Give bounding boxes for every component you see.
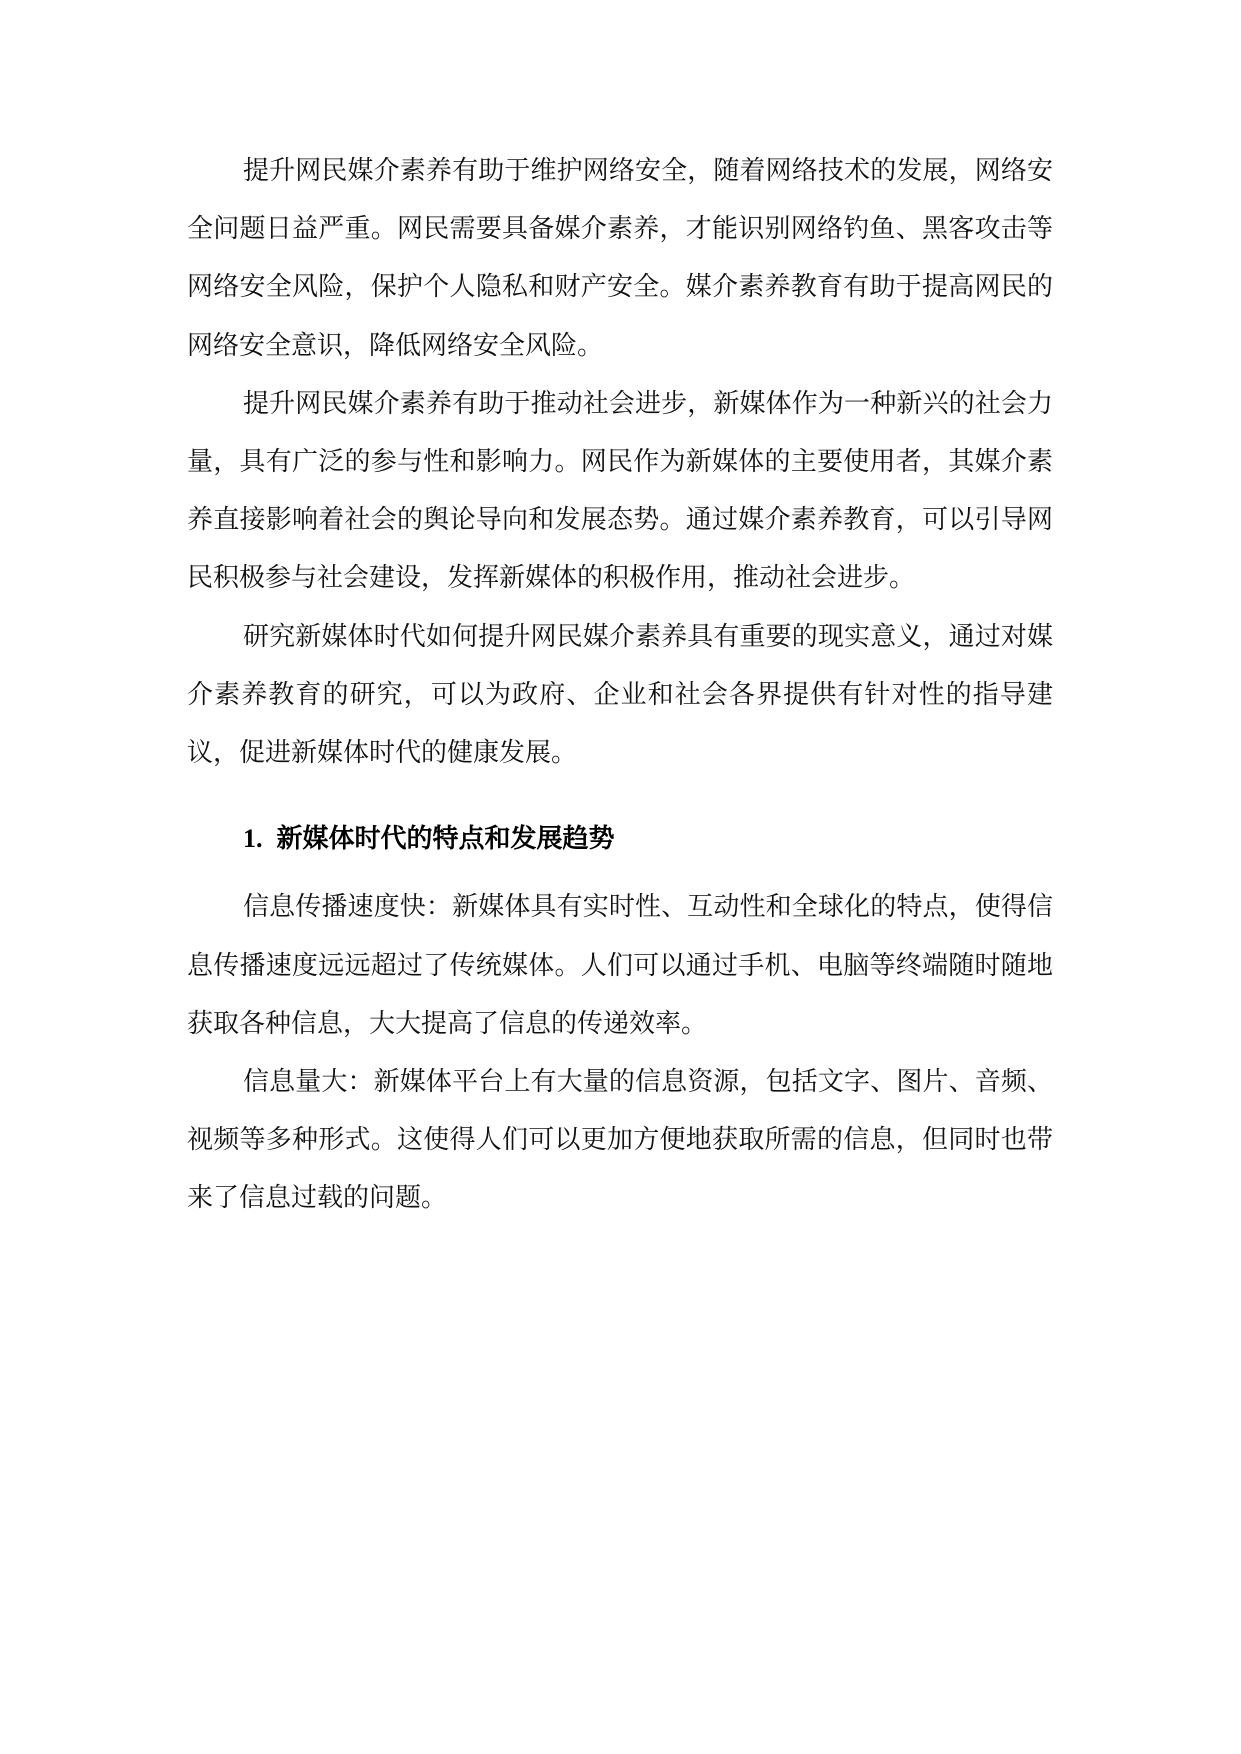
paragraph-large-volume: 信息量大：新媒体平台上有大量的信息资源，包括文字、图片、音频、视频等多种形式。这使得人们可以更加方便地获取所需的信息，但同时也带来了信息过载的问题。 [187,1067,1053,1214]
section-title: 新媒体时代的特点和发展趋势 [276,824,615,855]
document-body [187,142,1053,1228]
paragraph-social-progress: 提升网民媒介素养有助于推动社会进步，新媒体作为一种新兴的社会力量，具有广泛的参与性和影响力。网民作为新媒体的主要使用者，其媒介素养直接影响着社会的舆论导向和发展态势。通过媒介素养教育，可以引导网民积极参与社会建设，发挥新媒体的积极作用，推动社会进步。 [187,388,1053,594]
section-heading [243,810,1053,868]
paragraph-network-security: 提升网民媒介素养有助于维护网络安全，随着网络技术的发展，网络安全问题日益严重。网民需要具备媒介素养，才能识别网络钓鱼、黑客攻击等网络安全风险，保护个人隐私和财产安全。媒介素养教育有助于提高网民的网络安全意识，降低网络安全风险。 [187,156,1053,361]
section-number: 1. [243,824,263,854]
paragraph-fast-spread: 信息传播速度快：新媒体具有实时性、互动性和全球化的特点，使得信息传播速度远远超过了传统媒体。人们可以通过手机、电脑等终端随时随地获取各种信息，大大提高了信息的传递效率。 [187,892,1053,1039]
paragraph-research-significance: 研究新媒体时代如何提升网民媒介素养具有重要的现实意义，通过对媒介素养教育的研究，可以为政府、企业和社会各界提供有针对性的指导建议，促进新媒体时代的健康发展。 [187,621,1053,769]
